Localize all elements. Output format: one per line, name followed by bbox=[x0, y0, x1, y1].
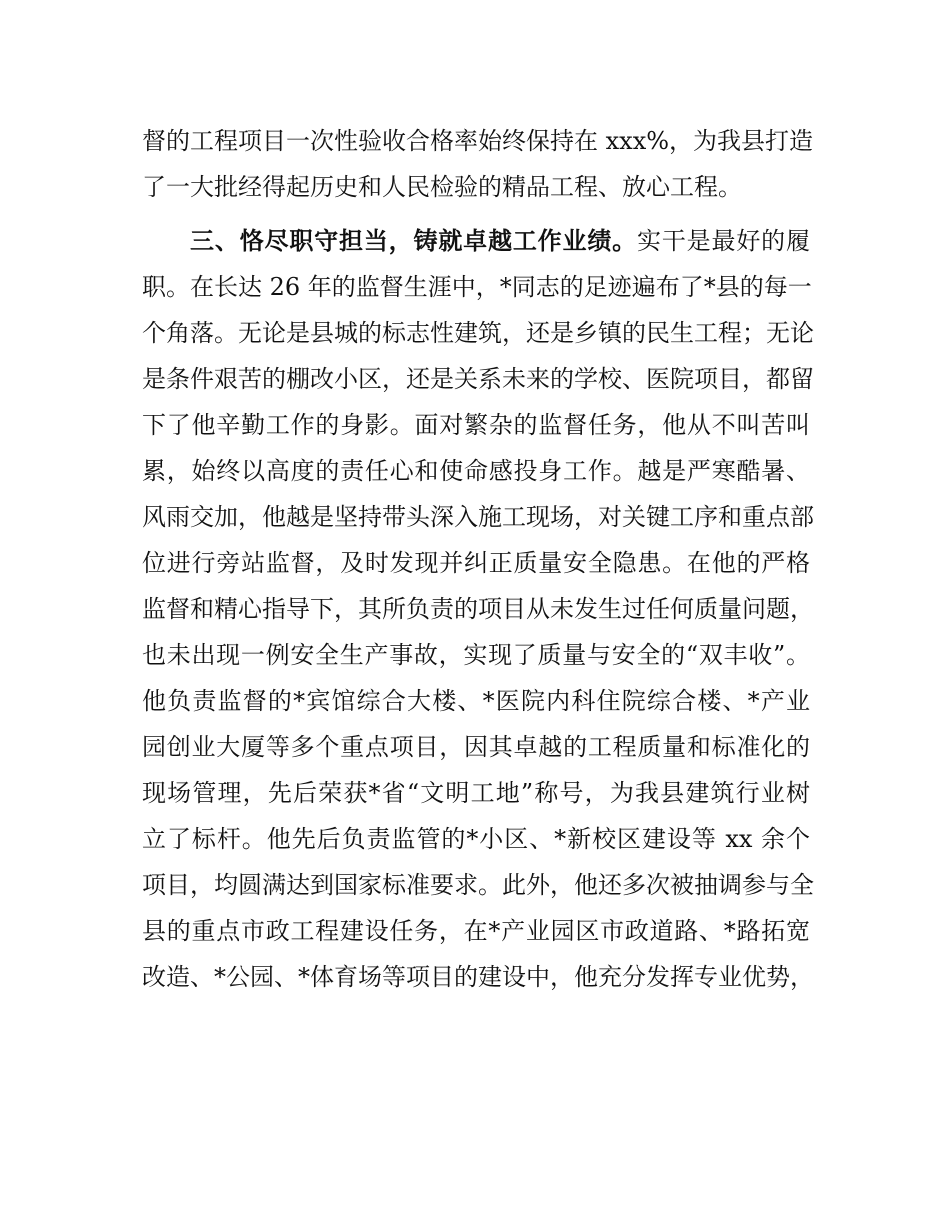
heading-line-rest: 实干是最好的履 bbox=[637, 227, 810, 255]
paragraph-section-three bbox=[142, 218, 814, 1000]
section-heading: 三、恪尽职守担当，铸就卓越工作业绩。 bbox=[190, 227, 637, 255]
text-line: 县的重点市政工程建设任务，在*产业园区市政道路、*路拓宽 bbox=[142, 917, 810, 945]
text-line: 也未出现一例安全生产事故，实现了质量与安全的“双丰收”。 bbox=[142, 641, 810, 669]
text-line: 下了他辛勤工作的身影。面对繁杂的监督任务，他从不叫苦叫 bbox=[142, 411, 810, 439]
text-line: 督的工程项目一次性验收合格率始终保持在 xxx%，为我县打造 bbox=[142, 127, 814, 155]
text-line: 改造、*公园、*体育场等项目的建设中，他充分发挥专业优势， bbox=[142, 963, 814, 991]
text-line: 现场管理，先后荣获*省“文明工地”称号，为我县建筑行业树 bbox=[142, 779, 810, 807]
paragraph-continued bbox=[142, 118, 814, 210]
text-line: 职。在长达 26 年的监督生涯中，*同志的足迹遍布了*县的每一 bbox=[142, 273, 812, 301]
text-line: 园创业大厦等多个重点项目，因其卓越的工程质量和标准化的 bbox=[142, 733, 810, 761]
text-line: 立了标杆。他先后负责监管的*小区、*新校区建设等 xx 余个 bbox=[142, 825, 810, 853]
text-line: 了一大批经得起历史和人民检验的精品工程、放心工程。 bbox=[142, 173, 742, 201]
text-line: 他负责监督的*宾馆综合大楼、*医院内科住院综合楼、*产业 bbox=[142, 687, 810, 715]
text-line: 个角落。无论是县城的标志性建筑，还是乡镇的民生工程；无论 bbox=[142, 319, 814, 347]
text-line: 风雨交加，他越是坚持带头深入施工现场，对关键工序和重点部 bbox=[142, 503, 814, 531]
text-line: 项目，均圆满达到国家标准要求。此外，他还多次被抽调参与全 bbox=[142, 871, 814, 899]
text-line: 累，始终以高度的责任心和使命感投身工作。越是严寒酷暑、 bbox=[142, 457, 810, 485]
text-line: 位进行旁站监督，及时发现并纠正质量安全隐患。在他的严格 bbox=[142, 549, 810, 577]
text-line: 监督和精心指导下，其所负责的项目从未发生过任何质量问题， bbox=[142, 595, 814, 623]
text-line: 是条件艰苦的棚改小区，还是关系未来的学校、医院项目，都留 bbox=[142, 365, 814, 393]
text-line-first bbox=[142, 218, 810, 264]
